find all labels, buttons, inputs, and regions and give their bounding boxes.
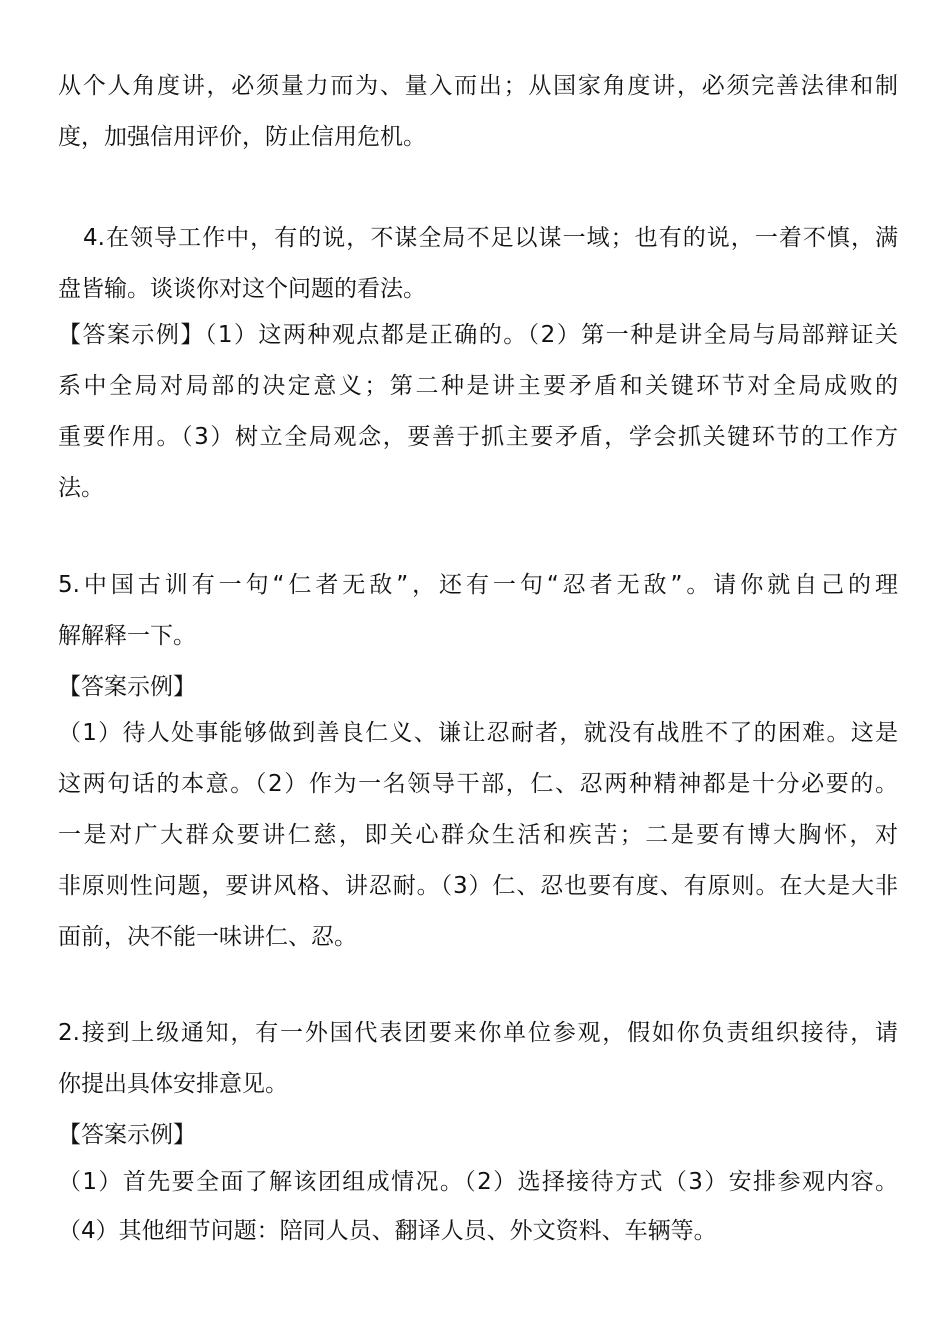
text-line: 解解释一下。	[58, 623, 196, 649]
text-line: （4）其他细节问题：陪同人员、翻译人员、外文资料、车辆等。	[58, 1218, 717, 1244]
text-line: （1）首先要全面了解该团组成情况。（2）选择接待方式（3）安排参观内容。	[58, 1169, 898, 1195]
text-line: 非原则性问题，要讲风格、讲忍耐。（3）仁、忍也要有度、有原则。在大是大非	[58, 873, 898, 899]
question-5-title: 5.中国古训有一句“仁者无敌”，还有一句“忍者无敌”。请你就自己的理	[58, 572, 898, 598]
text-line: 面前，决不能一味讲仁、忍。	[58, 924, 357, 950]
question-4-title: 4.在领导工作中，有的说，不谋全局不足以谋一域；也有的说，一着不慎，满	[83, 225, 898, 251]
answer-example-4: 【答案示例】（1）这两种观点都是正确的。（2）第一种是讲全局与局部辩证关	[58, 322, 898, 348]
text-line: 度，加强信用评价，防止信用危机。	[58, 124, 426, 150]
text-line: （1）待人处事能够做到善良仁义、谦让忍耐者，就没有战胜不了的困难。这是	[58, 720, 898, 746]
question-2-title: 2.接到上级通知，有一外国代表团要来你单位参观，假如你负责组织接待，请	[58, 1020, 898, 1046]
text-line: 这两句话的本意。（2）作为一名领导干部，仁、忍两种精神都是十分必要的。	[58, 771, 898, 797]
text-line: 法。	[58, 475, 104, 501]
answer-example-heading: 【答案示例】	[58, 1122, 196, 1148]
text-line: 你提出具体安排意见。	[58, 1071, 288, 1097]
text-line: 盘皆输。谈谈你对这个问题的看法。	[58, 276, 426, 302]
text-line: 从个人角度讲，必须量力而为、量入而出；从国家角度讲，必须完善法律和制	[58, 73, 898, 99]
text-line: 一是对广大群众要讲仁慈，即关心群众生活和疾苦；二是要有博大胸怀，对	[58, 822, 898, 848]
answer-example-heading: 【答案示例】	[58, 674, 196, 700]
text-line: 重要作用。（3）树立全局观念，要善于抓主要矛盾，学会抓关键环节的工作方	[58, 424, 898, 450]
text-line: 系中全局对局部的决定意义；第二种是讲主要矛盾和关键环节对全局成败的	[58, 373, 898, 399]
